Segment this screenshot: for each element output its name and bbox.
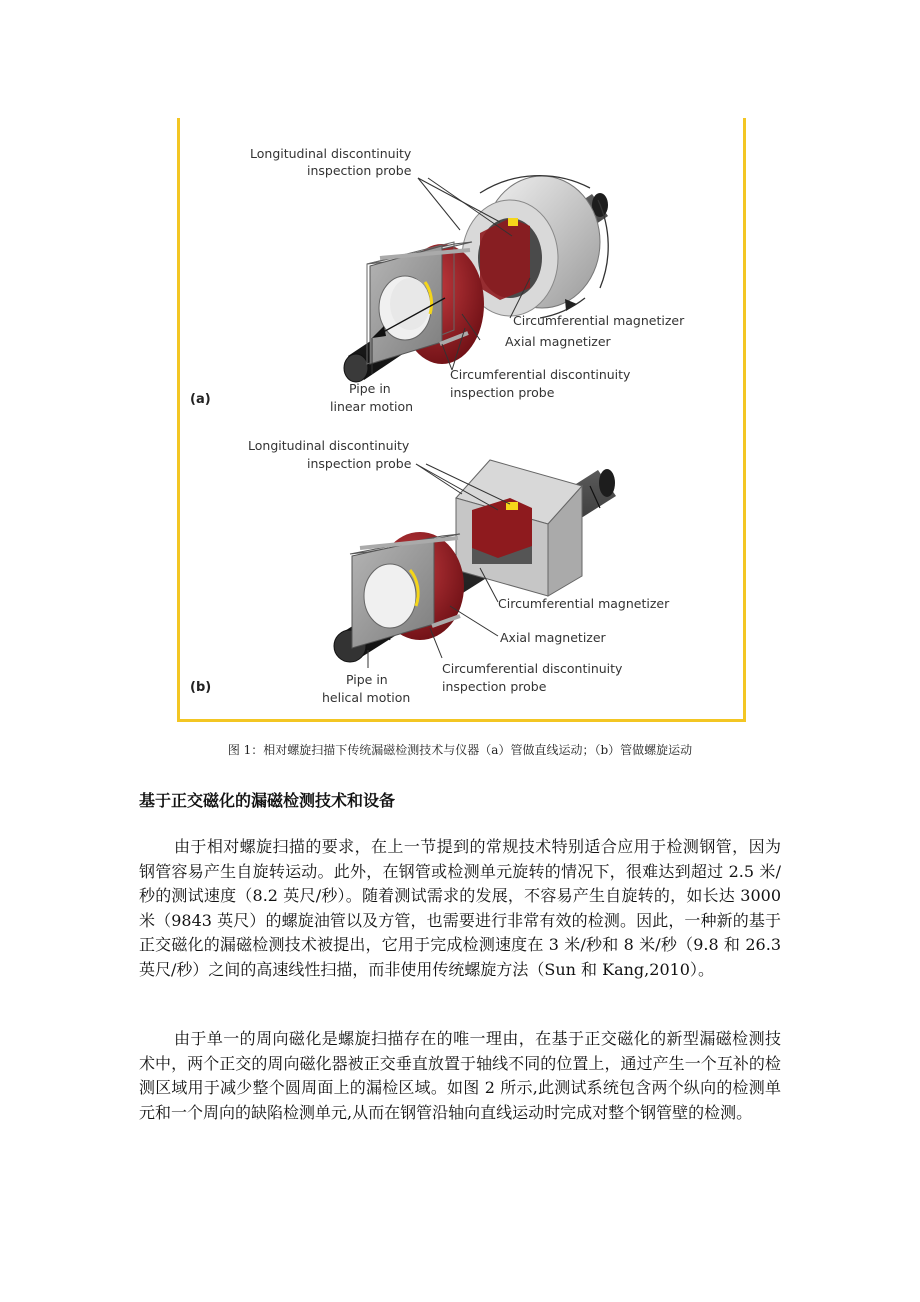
label-circumferential-probe-b-2: inspection probe <box>442 679 547 694</box>
label-pipe-a-2: linear motion <box>330 399 414 414</box>
panel-b-tag: (b) <box>190 680 212 695</box>
label-longitudinal-probe-b-1: Longitudinal discontinuity <box>248 438 410 453</box>
label-pipe-b-1: Pipe in <box>346 672 388 687</box>
figure-illustration <box>180 118 743 722</box>
label-axial-magnetizer-b: Axial magnetizer <box>500 630 606 645</box>
label-pipe-b-2: helical motion <box>322 690 411 705</box>
panel-a-drawing <box>190 146 685 414</box>
label-circumferential-probe-a-1: Circumferential discontinuity <box>450 367 631 382</box>
label-circumferential-probe-a-2: inspection probe <box>450 385 555 400</box>
label-circumferential-magnetizer-a: Circumferential magnetizer <box>513 313 685 328</box>
label-longitudinal-probe-a-1: Longitudinal discontinuity <box>250 146 412 161</box>
label-circumferential-magnetizer-b: Circumferential magnetizer <box>498 596 670 611</box>
panel-b-drawing <box>190 438 670 705</box>
figure-frame <box>177 118 746 722</box>
label-axial-magnetizer-a: Axial magnetizer <box>505 334 611 349</box>
label-circumferential-probe-b-1: Circumferential discontinuity <box>442 661 623 676</box>
figure-caption: 图 1：相对螺旋扫描下传统漏磁检测技术与仪器（a）管做直线运动；（b）管做螺旋运动 <box>227 743 693 757</box>
label-longitudinal-probe-a-2: inspection probe <box>307 163 412 178</box>
label-pipe-a-1: Pipe in <box>349 381 391 396</box>
label-longitudinal-probe-b-2: inspection probe <box>307 456 412 471</box>
section-heading: 基于正交磁化的漏磁检测技术和设备 <box>139 791 396 810</box>
paragraph-1: 由于相对螺旋扫描的要求，在上一节提到的常规技术特别适合应用于检测钢管，因为钢管容易产生自旋转运动。此外，在钢管或检测单元旋转的情况下，很难达到超过 2.5 米/秒的测试速度（8.2 英尺/秒）。随着测试需求的发展，不容易产生自旋转的，如长达 3000 米（9843 英尺）的螺旋油管以及方管，也需要进行非常有效的检测。因此，一种新的基于正交磁化的漏磁检测技术被提出，它用于完成检测速度在 3 米/秒和 8 米/秒（9.8 和 26.3 英尺/秒）之间的高速线性扫描，而非使用传统螺旋方法（Sun 和 Kang,2010）。 <box>139 837 781 979</box>
circumferential-magnetizer-b <box>456 460 582 596</box>
paragraph-2: 由于单一的周向磁化是螺旋扫描存在的唯一理由，在基于正交磁化的新型漏磁检测技术中，两个正交的周向磁化器被正交垂直放置于轴线不同的位置上，通过产生一个互补的检测区域用于减少整个圆周面上的漏检区域。如图 2 所示,此测试系统包含两个纵向的检测单元和一个周向的缺陷检测单元,从而在钢管沿轴向直线运动时完成对整个钢管壁的检测。 <box>139 1029 781 1122</box>
panel-a-tag: (a) <box>190 392 211 407</box>
